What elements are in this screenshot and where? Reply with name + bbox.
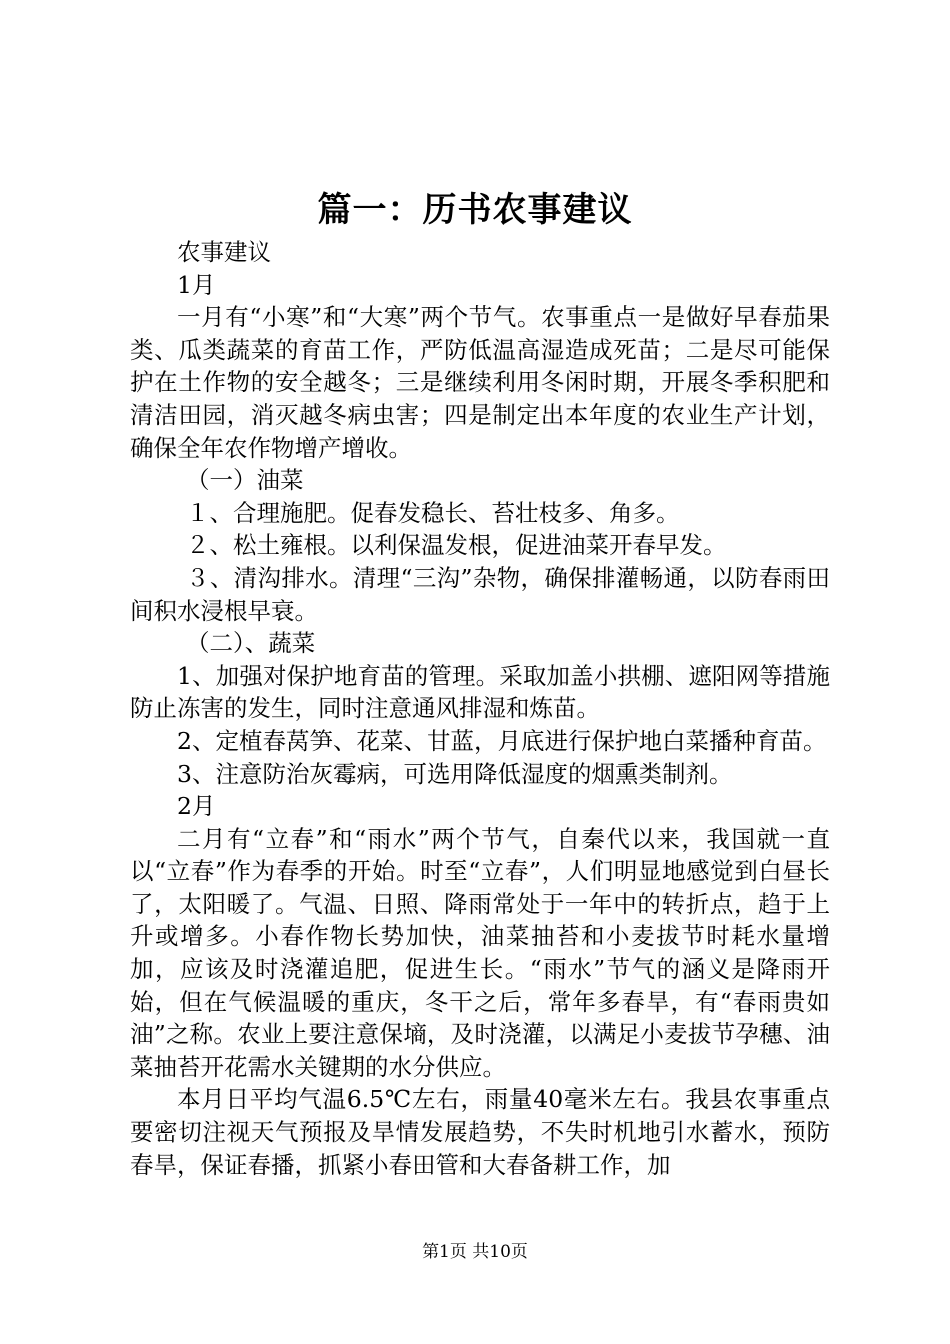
paragraph-month-heading: 2月	[177, 792, 216, 821]
paragraph-list-item: １、合理施肥。促春发稳长、苔壮枝多、角多。	[186, 498, 680, 527]
paragraph-list-item: ２、松土雍根。以利保温发根，促进油菜开春早发。	[186, 531, 727, 560]
paragraph-body: 二月有“立春”和“雨水”两个节气，自秦代以来，我国就一直以“立春”作为春季的开始。时至“立春”，人们明显地感觉到白昼长了，太阳暖了。气温、日照、降雨常处于一年中的转折点，趋于上升或增多。小春作物长势加快，油菜抽苔和小麦拔节时耗水量增加，应该及时浇灌追肥，促进生长。“雨水”节气的涵义是降雨开始，但在气候温暖的重庆，冬干之后，常年多春旱，有“春雨贵如油”之称。农业上要注意保墒，及时浇灌，以满足小麦拔节孕穗、油菜抽苔开花需水关键期的水分供应。	[130, 824, 830, 1081]
document-title: 篇一：历书农事建议	[317, 190, 633, 230]
paragraph-list-item: 3、注意防治灰霉病，可选用降低湿度的烟熏类制剂。	[177, 759, 733, 788]
paragraph-body: 本月日平均气温6.5℃左右，雨量40毫米左右。我县农事重点要密切注视天气预报及旱情发展趋势，不失时机地引水蓄水，预防春旱，保证春播，抓紧小春田管和大春备耕工作，加	[130, 1085, 830, 1179]
paragraph-month-heading: 1月	[177, 270, 216, 299]
paragraph-list-item: ３、清沟排水。清理“三沟”杂物，确保排灌畅通，以防春雨田间积水浸根早衰。	[130, 563, 830, 625]
paragraph-list-item: 2、定植春莴笋、花菜、甘蓝，月底进行保护地白菜播种育苗。	[177, 726, 827, 755]
document-body	[130, 236, 830, 1181]
paragraph-section-heading: （二）、蔬菜	[186, 629, 316, 658]
page-number-footer: 第1页 共10页	[422, 1242, 528, 1262]
paragraph-heading: 农事建议	[177, 238, 271, 266]
paragraph-body: 一月有“小寒”和“大寒”两个节气。农事重点一是做好早春茄果类、瓜类蔬菜的育苗工作，严防低温高湿造成死苗；二是尽可能保护在土作物的安全越冬；三是继续利用冬闲时期，开展冬季积肥和清洁田园，消灭越冬病虫害；四是制定出本年度的农业生产计划，确保全年农作物增产增收。	[130, 303, 830, 462]
paragraph-list-item: 1、加强对保护地育苗的管理。采取加盖小拱棚、遮阳网等措施防止冻害的发生，同时注意通风排湿和炼苗。	[130, 661, 830, 723]
paragraph-section-heading: （一）油菜	[186, 466, 304, 495]
